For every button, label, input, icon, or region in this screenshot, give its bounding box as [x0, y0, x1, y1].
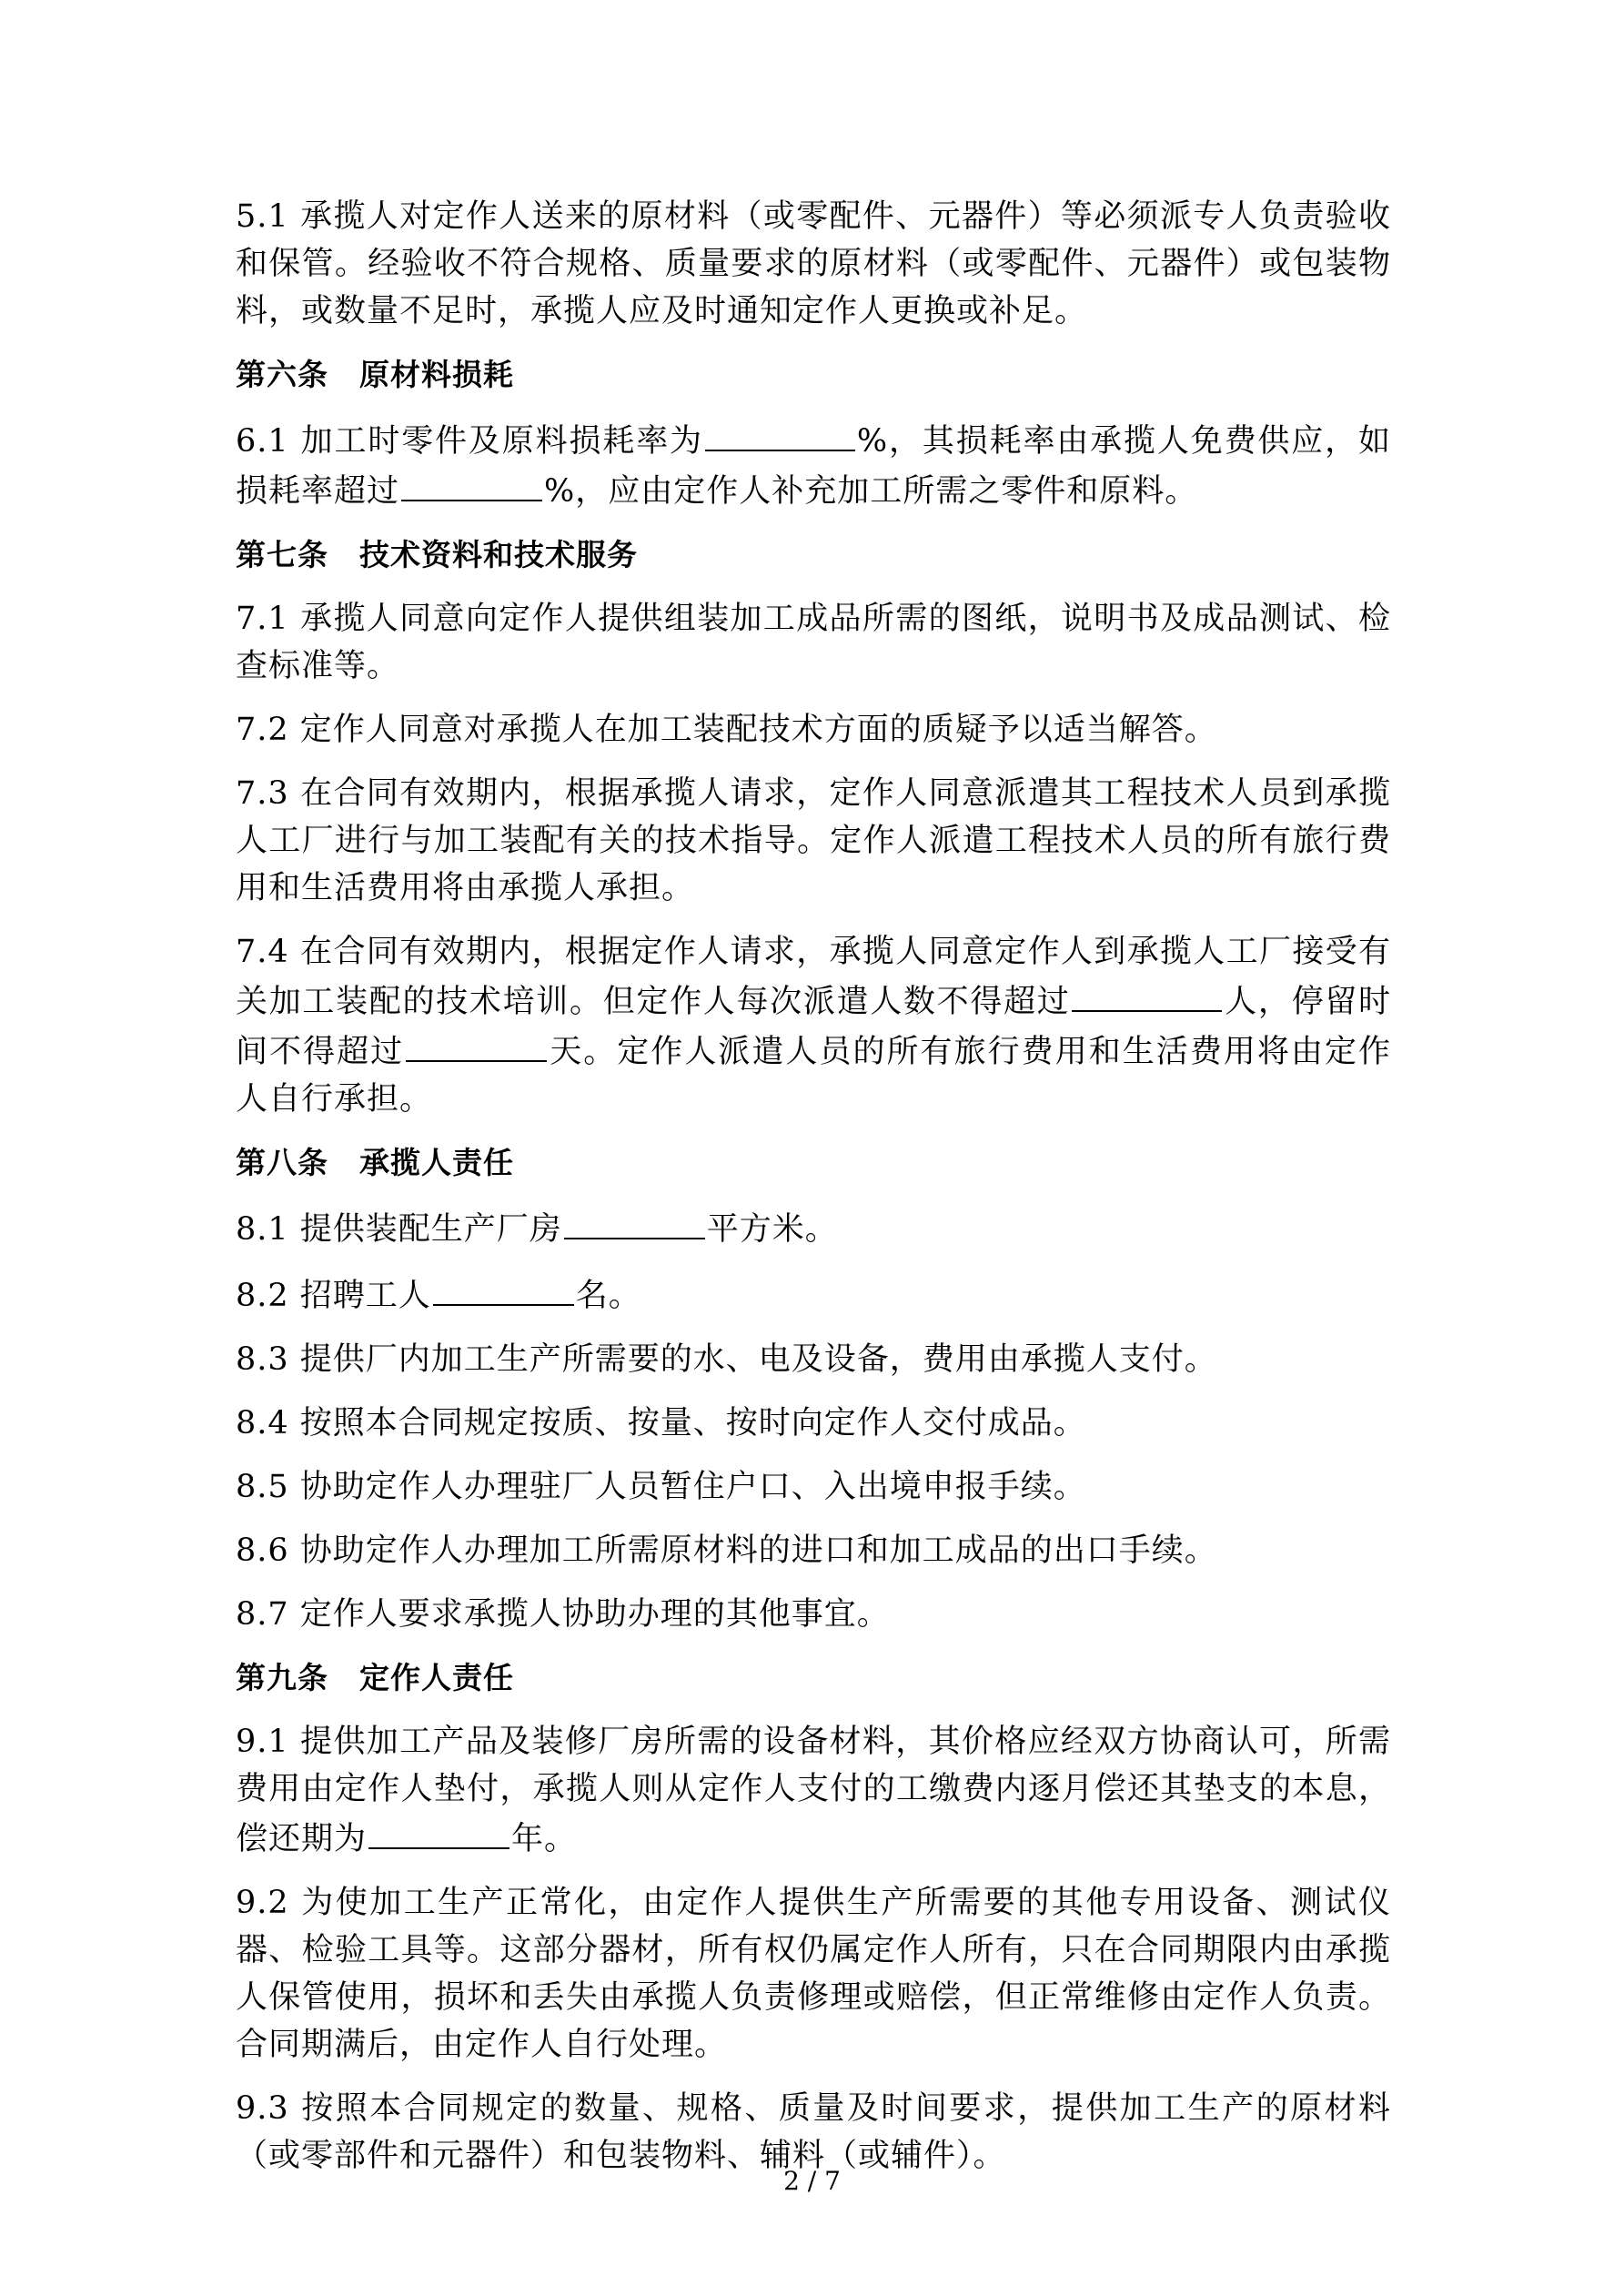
clause-9-1-text-b: 年。: [511, 1821, 578, 1857]
heading-article-6: 第六条 原材料损耗: [236, 357, 514, 392]
blank-stay-days[interactable]: [406, 1026, 547, 1062]
clause-9-1-text-a: 9.1 提供加工产品及装修厂房所需的设备材料，其价格应经双方协商认可，所需费用由定作人垫付，承揽人则从定作人支付的工缴费内逐月偿还其垫支的本息，偿还期为: [236, 1724, 1391, 1857]
heading-article-8: 第八条 承揽人责任: [236, 1145, 514, 1180]
blank-max-trainees[interactable]: [1072, 976, 1222, 1012]
clause-6-1-text-c: %，应由定作人补充加工所需之零件和原料。: [544, 473, 1198, 510]
blank-repayment-years[interactable]: [368, 1813, 509, 1849]
clause-7-4: [236, 928, 1391, 1123]
heading-article-7: 第七条 技术资料和技术服务: [236, 537, 638, 572]
clause-9-3: 9.3 按照本合同规定的数量、规格、质量及时间要求，提供加工生产的原材料（或零部件和元器件）和包装物料、辅料（或辅件）。: [236, 2090, 1391, 2174]
heading-article-9: 第九条 定作人责任: [236, 1660, 514, 1695]
clause-9-1: [236, 1718, 1391, 1863]
clause-7-4-text-b: 人，停留时间不得超过: [236, 984, 1391, 1070]
clause-7-4-text-a: 7.4 在合同有效期内，根据定作人请求，承揽人同意定作人到承揽人工厂接受有关加工装配的技术培训。但定作人每次派遣人数不得超过: [236, 934, 1391, 1020]
clause-7-4-text-c: 天。定作人派遣人员的所有旅行费用和生活费用将由定作人自行承担。: [236, 1034, 1391, 1118]
document-body: [236, 193, 1391, 2196]
clause-9-2: 9.2 为使加工生产正常化，由定作人提供生产所需要的其他专用设备、测试仪器、检验工具等。这部分器材，所有权仍属定作人所有，只在合同期限内由承揽人保管使用，损坏和丢失由承揽人负责修理或赔偿，但正常维修由定作人负责。合同期满后，由定作人自行处理。: [236, 1885, 1391, 2063]
clause-8-3: 8.3 提供厂内加工生产所需要的水、电及设备，费用由承揽人支付。: [236, 1341, 1217, 1378]
clause-8-7: 8.7 定作人要求承揽人协助办理的其他事宜。: [236, 1596, 890, 1633]
clause-8-1-text-a: 8.1 提供装配生产厂房: [236, 1211, 562, 1248]
clause-7-1: 7.1 承揽人同意向定作人提供组装加工成品所需的图纸，说明书及成品测试、检查标准等。: [236, 601, 1391, 684]
blank-worker-count[interactable]: [433, 1269, 574, 1306]
blank-loss-rate-limit[interactable]: [401, 465, 542, 501]
clause-7-2: 7.2 定作人同意对承揽人在加工装配技术方面的质疑予以适当解答。: [236, 712, 1217, 748]
clause-7-3: 7.3 在合同有效期内，根据承揽人请求，定作人同意派遣其工程技术人员到承揽人工厂进行与加工装配有关的技术指导。定作人派遣工程技术人员的所有旅行费用和生活费用将由承揽人承担。: [236, 775, 1391, 906]
clause-6-1: [236, 415, 1391, 515]
clause-8-2-text-a: 8.2 招聘工人: [236, 1278, 431, 1314]
clause-8-1-text-b: 平方米。: [706, 1211, 838, 1248]
clause-8-1: [236, 1203, 1391, 1253]
clause-8-4: 8.4 按照本合同规定按质、按量、按时向定作人交付成品。: [236, 1405, 1086, 1441]
clause-8-2-text-b: 名。: [575, 1278, 641, 1314]
clause-5-1: 5.1 承揽人对定作人送来的原材料（或零配件、元器件）等必须派专人负责验收和保管。经验收不符合规格、质量要求的原材料（或零配件、元器件）或包装物料，或数量不足时，承揽人应及时通知定作人更换或补足。: [236, 198, 1391, 329]
clause-8-5: 8.5 协助定作人办理驻厂人员暂住户口、入出境申报手续。: [236, 1469, 1086, 1505]
clause-8-2: [236, 1269, 1391, 1320]
clause-6-1-text-b: %，其损耗率由承揽人免费供应，如损耗率超过: [236, 423, 1391, 510]
clause-8-6: 8.6 协助定作人办理加工所需原材料的进口和加工成品的出口手续。: [236, 1532, 1217, 1569]
clause-6-1-text-a: 6.1 加工时零件及原料损耗率为: [236, 423, 703, 460]
blank-loss-rate[interactable]: [705, 415, 855, 451]
page-number: 2 / 7: [783, 2166, 841, 2196]
blank-factory-area[interactable]: [564, 1203, 705, 1239]
